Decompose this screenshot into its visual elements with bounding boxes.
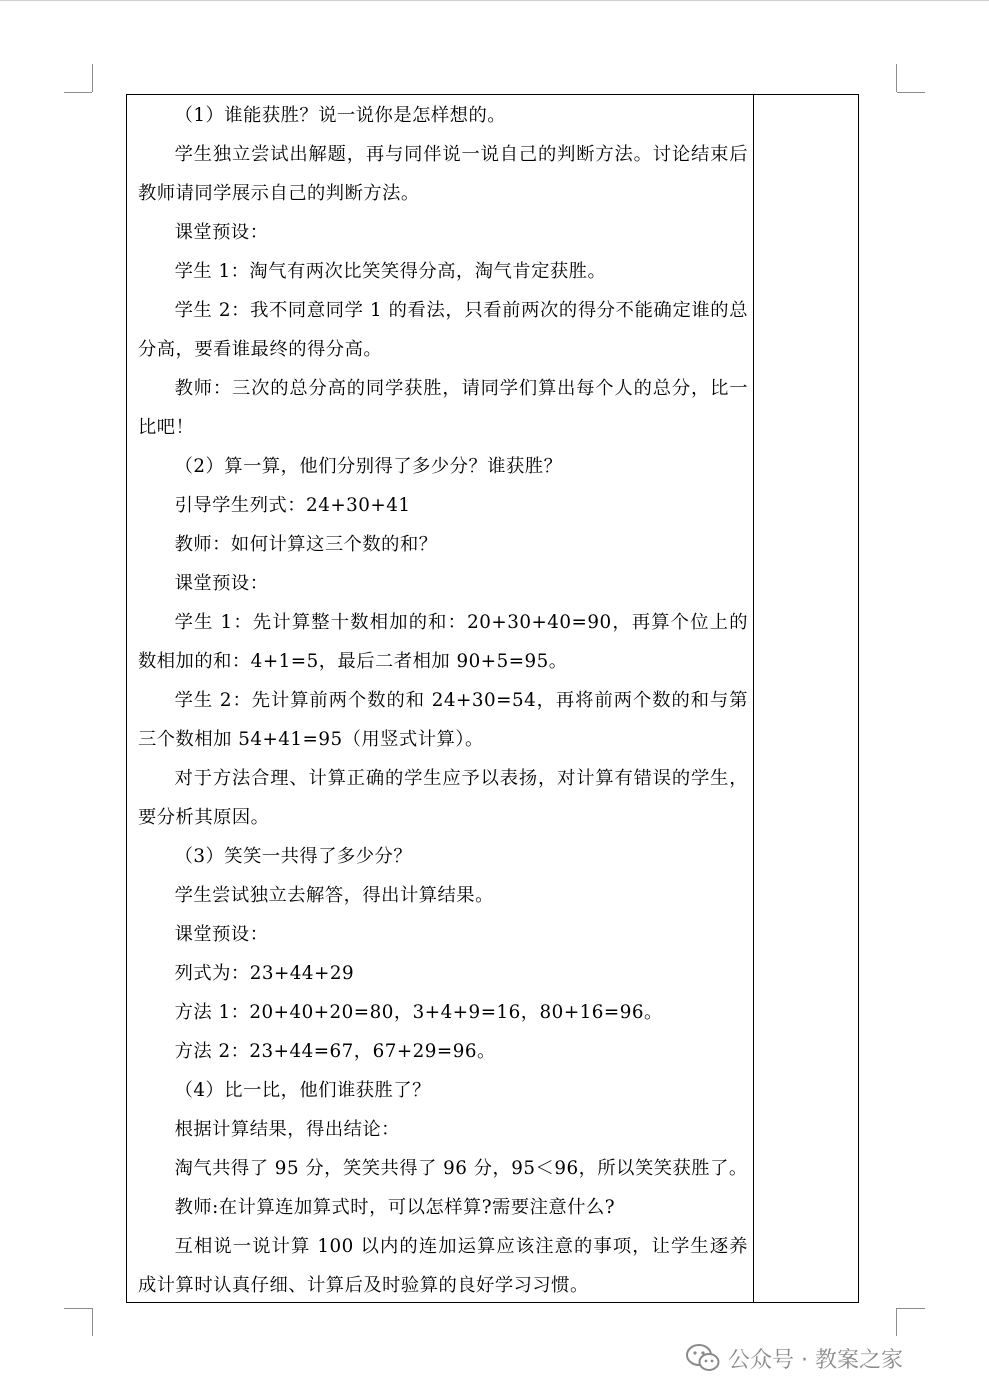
crop-mark-bottom-left bbox=[92, 1308, 93, 1336]
paragraph: 学生独立尝试出解题，再与同伴说一说自己的判断方法。讨论结束后教师请同学展示自己的判断方法。 bbox=[138, 144, 748, 204]
paragraph: 淘气共得了 95 分，笑笑共得了 96 分，95＜96，所以笑笑获胜了。 bbox=[174, 1158, 748, 1179]
wechat-icon bbox=[686, 1343, 720, 1373]
watermark-label: 公众号 · 教案之家 bbox=[728, 1347, 903, 1373]
crop-mark-bottom-right bbox=[896, 1308, 897, 1336]
paragraph: 课堂预设： bbox=[174, 573, 269, 594]
paragraph: 方法 2：23+44=67，67+29=96。 bbox=[174, 1041, 496, 1062]
paragraph: 方法 1：20+40+20=80，3+4+9=16，80+16=96。 bbox=[174, 1002, 663, 1023]
paragraph: （2）算一算，他们分别得了多少分？谁获胜？ bbox=[174, 456, 563, 477]
paragraph: 学生 2：先计算前两个数的和 24+30=54，再将前两个数的和与第三个数相加 54+41=95（用竖式计算）。 bbox=[138, 690, 748, 750]
paragraph: 教师：如何计算这三个数的和？ bbox=[174, 534, 438, 555]
paragraph: 列式为：23+44+29 bbox=[174, 963, 355, 984]
watermark bbox=[686, 1338, 903, 1378]
paragraph: 学生尝试独立去解答，得出计算结果。 bbox=[174, 885, 494, 906]
paragraph: 学生 1：先计算整十数相加的和：20+30+40=90，再算个位上的数相加的和：4+1=5，最后二者相加 90+5=95。 bbox=[138, 612, 748, 672]
crop-mark-bottom-left-h bbox=[64, 1308, 92, 1309]
crop-mark-top-right bbox=[896, 64, 897, 92]
paragraph: 互相说一说计算 100 以内的连加运算应该注意的事项，让学生逐养成计算时认真仔细、计算后及时验算的良好学习习惯。 bbox=[138, 1236, 748, 1296]
page-top-border bbox=[0, 0, 989, 1]
lesson-content bbox=[138, 96, 748, 1305]
paragraph: 学生 2：我不同意同学 1 的看法，只看前两次的得分不能确定谁的总分高，要看谁最终的得分高。 bbox=[138, 300, 748, 360]
paragraph: 教师:在计算连加算式时，可以怎样算?需要注意什么? bbox=[174, 1197, 616, 1218]
paragraph: 根据计算结果，得出结论： bbox=[174, 1119, 400, 1140]
crop-mark-top-left bbox=[92, 64, 93, 92]
paragraph: 引导学生列式：24+30+41 bbox=[174, 495, 411, 516]
paragraph: 课堂预设： bbox=[174, 924, 269, 945]
paragraph: （4）比一比，他们谁获胜了？ bbox=[174, 1080, 431, 1101]
crop-mark-top-right-h bbox=[897, 92, 925, 93]
paragraph: （3）笑笑一共得了多少分？ bbox=[174, 846, 413, 867]
paragraph: （1）谁能获胜？说一说你是怎样想的。 bbox=[174, 105, 507, 126]
paragraph: 课堂预设： bbox=[174, 222, 269, 243]
paragraph: 教师：三次的总分高的同学获胜，请同学们算出每个人的总分，比一比吧！ bbox=[138, 378, 748, 438]
paragraph: 对于方法合理、计算正确的学生应予以表扬，对计算有错误的学生，要分析其原因。 bbox=[138, 768, 748, 828]
crop-mark-bottom-right-h bbox=[897, 1308, 925, 1309]
paragraph: 学生 1：淘气有两次比笑笑得分高，淘气肯定获胜。 bbox=[174, 261, 607, 282]
crop-mark-top-left-h bbox=[64, 92, 92, 93]
table-column-divider bbox=[753, 94, 754, 1303]
